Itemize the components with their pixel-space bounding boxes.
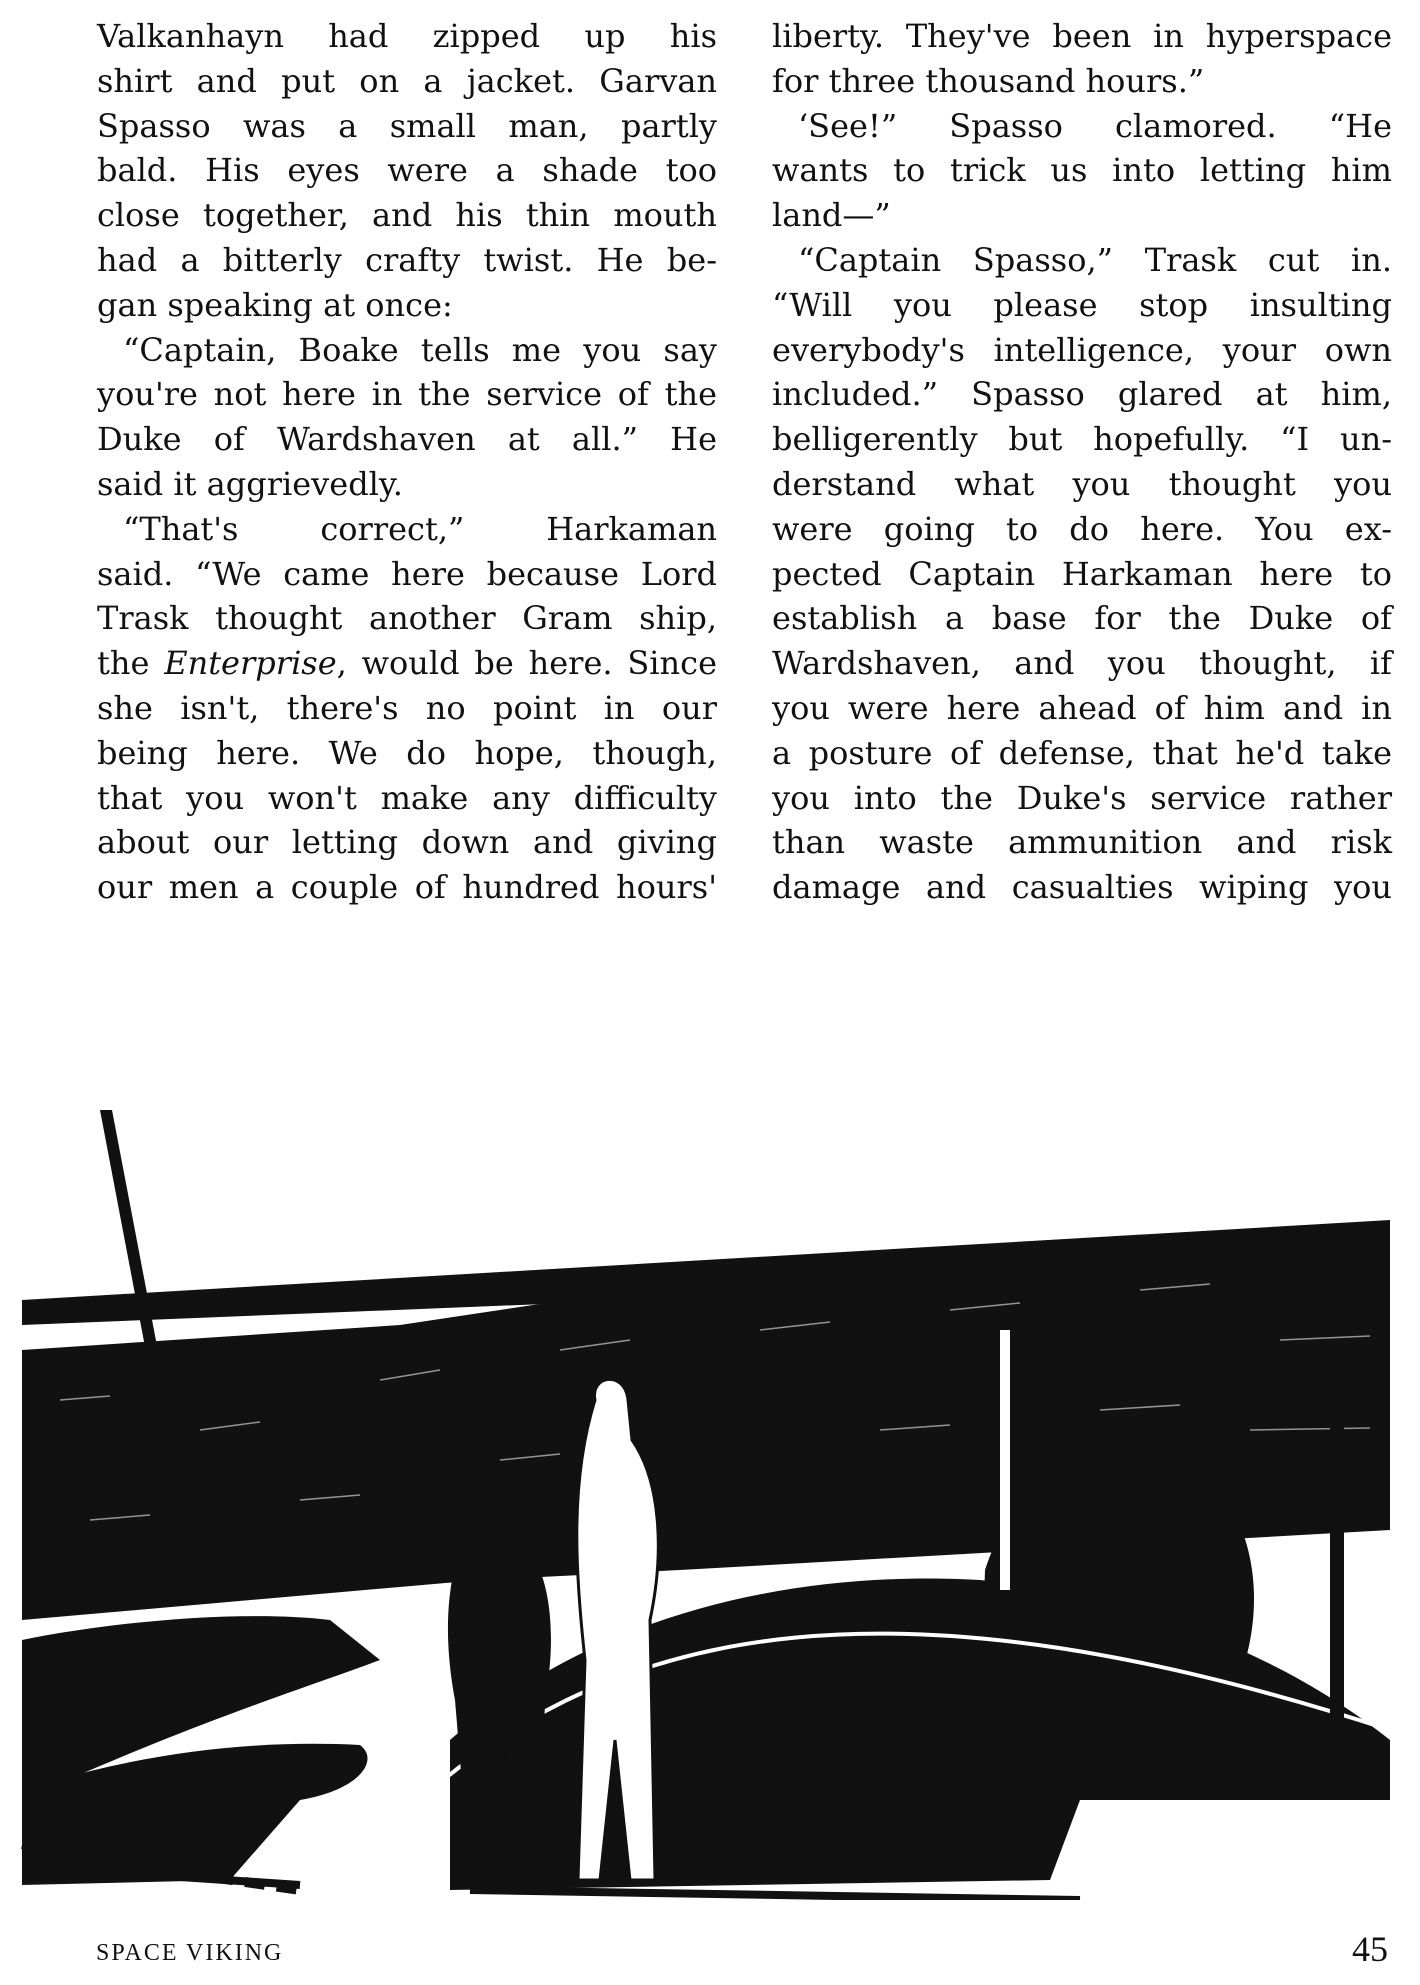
text-line: Spasso was a small man, partly	[97, 106, 717, 145]
text-line	[97, 641, 717, 686]
text-line: had a bitterly crafty twist. He be-	[97, 240, 717, 279]
text-line: were going to do here. You ex-	[772, 509, 1392, 548]
text-line: liberty. They've been in hyperspace	[772, 17, 1392, 55]
text-line: derstand what you thought you	[772, 464, 1392, 503]
text-line: you were here ahead of him and in	[772, 688, 1392, 727]
text-line: being here. We do hope, though,	[97, 733, 717, 772]
page-number: 45	[1352, 1929, 1388, 1969]
right-column	[772, 14, 1392, 910]
text-line: about our letting down and giving	[97, 823, 717, 862]
illustration-pylon	[1000, 1330, 1010, 1590]
text-run: , would be here. Since	[336, 644, 718, 683]
illustration-pylon	[1330, 1380, 1344, 1800]
illustration-spaceport	[0, 1100, 1420, 1900]
text-line: belligerently but hopefully. “I un-	[772, 420, 1392, 459]
text-line: she isn't, there's no point in our	[97, 688, 717, 727]
text-line: Duke of Wardshaven at all.” He	[97, 420, 717, 459]
text-run: the	[97, 644, 165, 683]
ship-name-italic: Enterprise	[164, 644, 337, 683]
text-line: establish a base for the Duke of	[772, 599, 1392, 638]
text-line: land—”	[772, 196, 891, 235]
text-line: for three thousand hours.”	[772, 61, 1205, 100]
text-line: pected Captain Harkaman here to	[772, 554, 1392, 593]
text-line: included.” Spasso glared at him,	[772, 375, 1392, 414]
text-line: bald. His eyes were a shade too	[97, 151, 717, 190]
text-line: close together, and his thin mouth	[97, 196, 717, 235]
text-line: shirt and put on a jacket. Garvan	[97, 61, 717, 100]
text-line: you into the Duke's service rather	[772, 778, 1392, 817]
text-line: than waste ammunition and risk	[772, 823, 1392, 862]
text-line: said. “We came here because Lord	[97, 554, 717, 593]
text-line: “Captain, Boake tells me you say	[123, 330, 717, 369]
text-line: our men a couple of hundred hours'	[97, 868, 717, 907]
text-line: everybody's intelligence, your own	[772, 330, 1392, 369]
text-line: Trask thought another Gram ship,	[97, 599, 717, 638]
text-line: you're not here in the service of the	[97, 375, 717, 414]
text-line: a posture of defense, that he'd take	[772, 733, 1392, 772]
text-line: Valkanhayn had zipped up his	[97, 17, 717, 55]
running-title: SPACE VIKING	[96, 1940, 284, 1966]
text-line: that you won't make any difficulty	[97, 778, 717, 817]
text-line: “Captain Spasso,” Trask cut in.	[798, 240, 1392, 279]
text-line: gan speaking at once:	[97, 285, 453, 324]
text-line: Wardshaven, and you thought, if	[772, 644, 1392, 683]
left-column	[97, 14, 717, 910]
text-line: “Will you please stop insulting	[772, 285, 1392, 324]
text-line: damage and casualties wiping you	[772, 868, 1392, 907]
text-line: “That's correct,” Harkaman	[123, 509, 717, 548]
text-line: wants to trick us into letting him	[772, 151, 1392, 190]
text-line: ‘See!” Spasso clamored. “He	[798, 106, 1392, 145]
text-line: said it aggrievedly.	[97, 464, 403, 503]
